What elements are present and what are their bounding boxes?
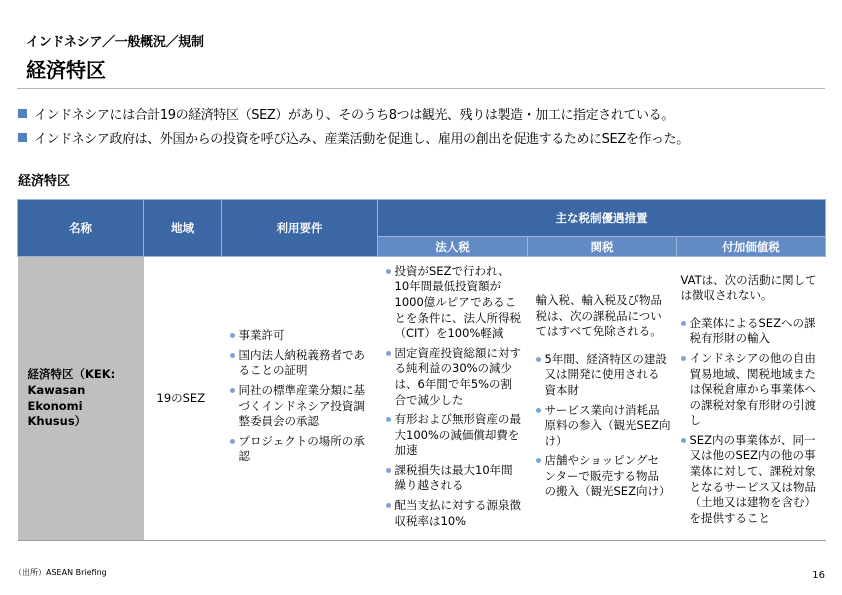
header-corporate-tax: 法人税 bbox=[378, 237, 528, 257]
list-item: インドネシアの他の自由貿易地域、関税地域または保税倉庫から事業体への課税対象有形財の引渡し bbox=[681, 351, 820, 429]
cell-region: 19のSEZ bbox=[144, 257, 222, 541]
list-item: 事業許可 bbox=[230, 328, 372, 344]
list-item: 店舗やショッピングセンターで販売する物品の搬入（観光SEZ向け） bbox=[536, 453, 671, 500]
summary-bullet bbox=[18, 125, 828, 149]
summary-bullet-text: インドネシア政府は、外国からの投資を呼び込み、産業活動を促進し、雇用の創出を促進するためにSEZを作った。 bbox=[34, 131, 689, 147]
table-row bbox=[18, 257, 826, 541]
section-label: 経済特区 bbox=[18, 174, 71, 189]
summary-bullets bbox=[18, 101, 828, 149]
square-bullet-icon bbox=[18, 109, 27, 118]
cell-requirements bbox=[222, 257, 378, 541]
list-item: 同社の標準産業分類に基づくインドネシア投資調整委員会の承認 bbox=[230, 383, 372, 430]
cell-name: 経済特区（KEK: Kawasan Ekonomi Khusus） bbox=[18, 257, 144, 541]
list-item: サービス業向け消耗品原料の参入（観光SEZ向け） bbox=[536, 403, 671, 450]
header-customs: 関税 bbox=[528, 237, 677, 257]
breadcrumb: インドネシア／一般概況／規制 bbox=[26, 35, 204, 50]
header-tax-incentives: 主な税制優遇措置 bbox=[378, 200, 826, 237]
summary-bullet bbox=[18, 101, 828, 125]
square-bullet-icon bbox=[18, 133, 27, 142]
list-item: 企業体によるSEZへの課税有形財の輸入 bbox=[681, 316, 820, 347]
list-item: 国内法人納税義務者であることの証明 bbox=[230, 348, 372, 379]
list-item: 固定資産投資総額に対する純利益の30%の減少は、6年間で年5%の割合で減少した bbox=[386, 346, 522, 408]
summary-bullet-text: インドネシアには合計19の経済特区（SEZ）があり、そのうち8つは観光、残りは製造・加工に指定されている。 bbox=[34, 107, 674, 123]
list-item: 課税損失は最大10年間繰り越される bbox=[386, 463, 522, 494]
header-region: 地域 bbox=[144, 200, 222, 257]
sez-table bbox=[17, 199, 826, 541]
header-requirements: 利用要件 bbox=[222, 200, 378, 257]
header-name: 名称 bbox=[18, 200, 144, 257]
cell-customs bbox=[528, 257, 677, 541]
vat-intro: VATは、次の活動に関しては徴収されない。 bbox=[680, 272, 817, 303]
list-item: SEZ内の事業体が、同一又は他のSEZ内の他の事業体に対して、課税対象となるサービス又は物品（土地又は建物を含む）を提供すること bbox=[681, 433, 820, 527]
list-item: 配当支払に対する源泉徴収税率は10% bbox=[386, 498, 522, 529]
list-item: 5年間、経済特区の建設又は開発に使用される資本財 bbox=[536, 352, 671, 399]
cell-corporate-tax bbox=[378, 257, 528, 541]
list-item: 有形および無形資産の最大100%の減価償却費を加速 bbox=[386, 412, 522, 459]
title-divider bbox=[17, 88, 825, 89]
page-title: 経済特区 bbox=[26, 58, 106, 82]
source-note: （出所）ASEAN Briefing bbox=[14, 568, 107, 577]
list-item: 投資がSEZで行われ、10年間最低投資額が1000億ルピアであることを条件に、法人所得税（CIT）を100%軽減 bbox=[386, 264, 522, 342]
header-vat: 付加価値税 bbox=[677, 237, 826, 257]
cell-vat bbox=[677, 257, 826, 541]
list-item: プロジェクトの場所の承認 bbox=[230, 434, 372, 465]
page-number: 16 bbox=[812, 570, 825, 581]
customs-intro: 輸入税、輸入税及び物品税は、次の課税品についてはすべて免除される。 bbox=[535, 292, 662, 339]
